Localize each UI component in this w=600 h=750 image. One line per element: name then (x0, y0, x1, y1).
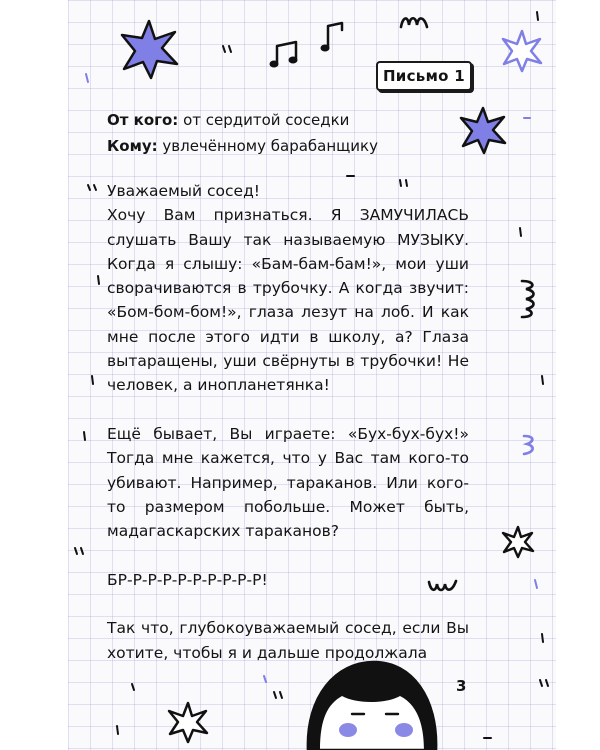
letter-body (107, 179, 469, 665)
letter-paragraph: БР-Р-Р-Р-Р-Р-Р-Р-Р-Р! (107, 570, 268, 589)
from-value: от сердитой соседки (183, 111, 350, 129)
to-line (107, 133, 378, 159)
letter-header (107, 107, 378, 159)
to-value: увлечённому барабанщику (162, 137, 378, 155)
letter-paragraph: Хочу Вам признаться. Я ЗАМУЧИЛАСЬ слушать Вашу так называемую МУЗЫКУ. Когда я слышу: «Бам-бам-бам!», мои уши сворачиваются в трубочку. А когда звучит: «Бом-бом-бом!», глаза лезут на лоб. И как мне после этого идти в школу, а? Глаза вытаращены, уши свёрнуты в трубочки! Не человек, а инопланетянка! (107, 206, 469, 395)
letter-paragraph: Ещё бывает, Вы играете: «Бух-бух-бух!» Тогда мне кажется, что у Вас там кого-то убивают. Например, тараканов. Или кого-то размером побольше. Может быть, мадагаскарских тараканов? (107, 424, 469, 541)
from-line (107, 107, 378, 133)
letter-greeting: Уважаемый сосед! (107, 182, 261, 200)
from-label: От кого: (107, 111, 179, 129)
to-label: Кому: (107, 137, 158, 155)
letter-number-badge: Письмо 1 (376, 61, 472, 91)
page-number: 3 (456, 677, 467, 695)
letter-paragraph: Так что, глубокоуважаемый сосед, если Вы хотите, чтобы я и дальше продолжала (107, 619, 469, 662)
